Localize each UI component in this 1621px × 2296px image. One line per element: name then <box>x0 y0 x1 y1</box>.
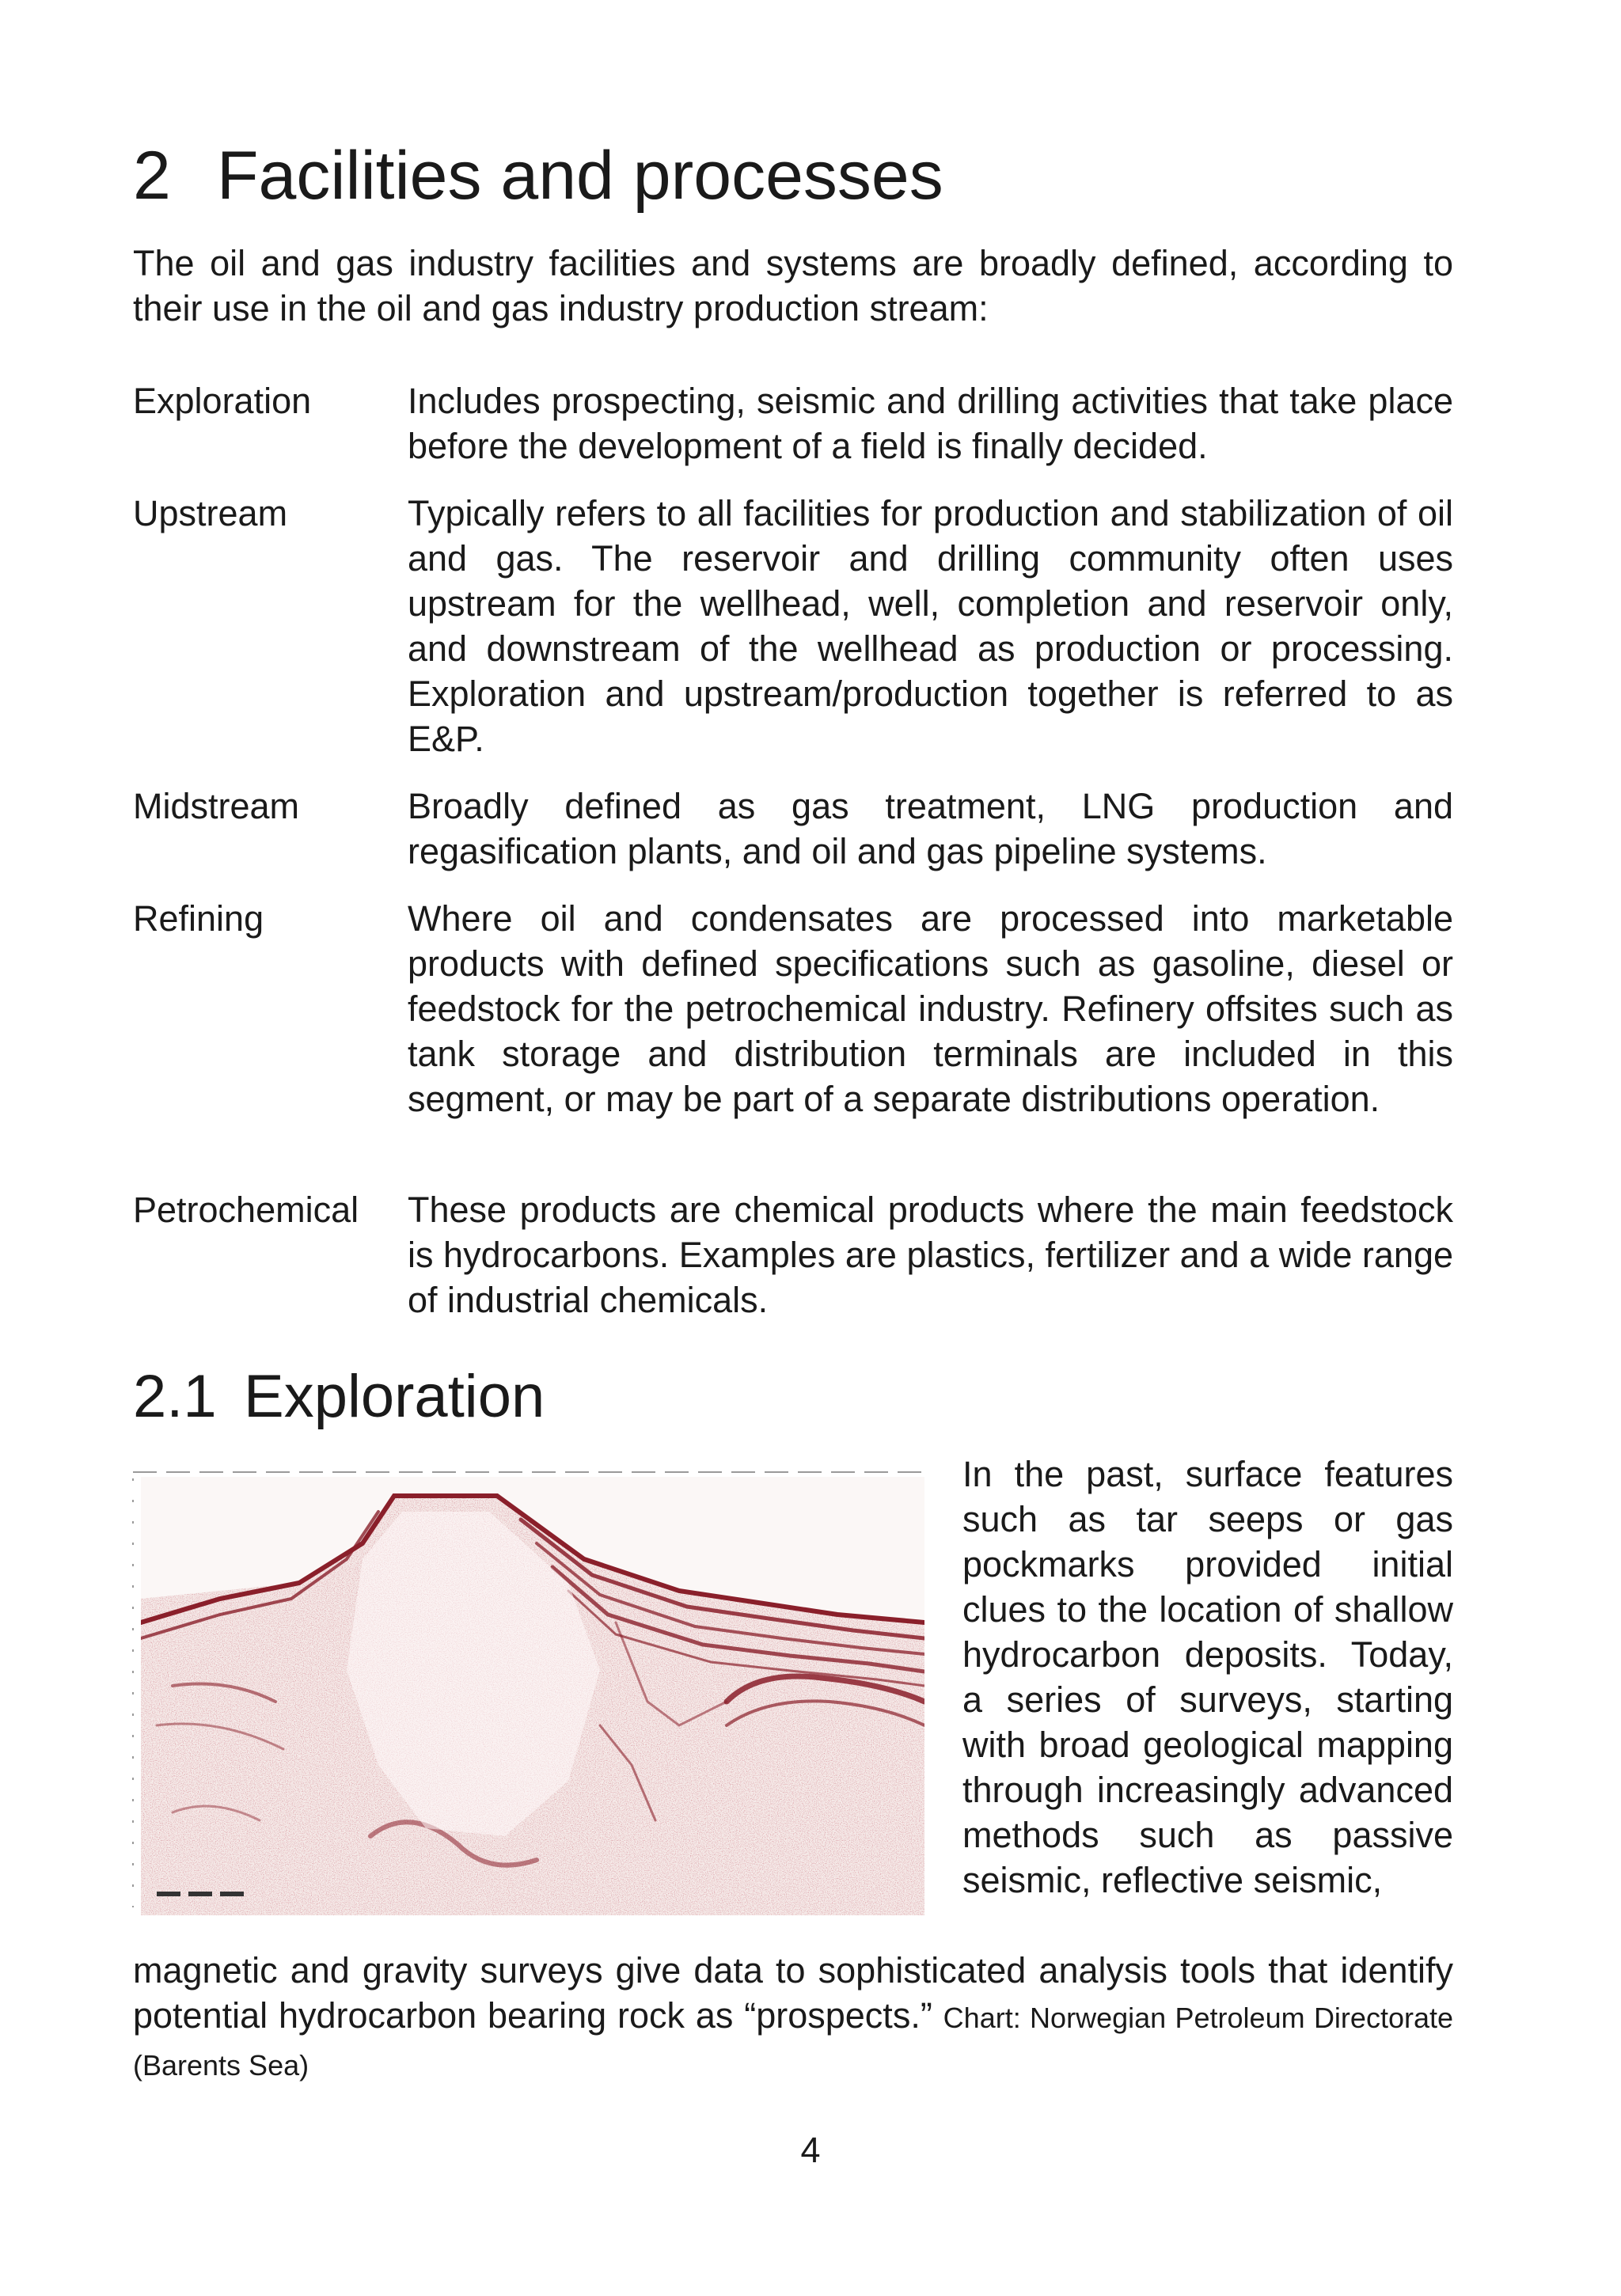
chapter-number: 2 <box>133 138 171 214</box>
definition-text-petrochemical: These products are chemical products where the main feedstock is hydrocarbons. Examples are plastics, fertilizer and a wide range of industrial chemicals. <box>408 1190 1453 1320</box>
exploration-continued-text: magnetic and gravity surveys give data to sophisticated analysis tools that identify potential hydrocarbon bearing rock as “prospects.” <box>133 1950 1453 2036</box>
definition-text-midstream: Broadly defined as gas treatment, LNG production and regasification plants, and oil and gas pipeline systems. <box>408 786 1453 871</box>
chapter-title: Facilities and processes <box>217 138 943 214</box>
definition-text-upstream: Typically refers to all facilities for production and stabilization of oil and gas. The reservoir and drilling community often uses upstream for the wellhead, well, completion and reservoir only, and downstream of the wellhead as production or processing. Exploration and upstream/production together is referred to as E&P. <box>408 493 1453 759</box>
scale-bar-icon <box>157 1892 244 1896</box>
intro-paragraph: The oil and gas industry facilities and systems are broadly defined, according to their use in the oil and gas industry production stream: <box>133 243 1453 328</box>
definition-term-upstream: Upstream <box>133 493 288 533</box>
seismic-section-image <box>125 1464 931 1918</box>
definition-term-petrochemical: Petrochemical <box>133 1190 359 1230</box>
definition-term-midstream: Midstream <box>133 786 300 826</box>
definition-term-exploration: Exploration <box>133 381 312 421</box>
page-number: 4 <box>800 2130 821 2170</box>
section-number: 2.1 <box>133 1363 217 1430</box>
figure-caption: Chart: Norwegian Petroleum Directorate (Barents Sea) <box>133 2002 1454 2082</box>
definition-text-exploration: Includes prospecting, seismic and drilling activities that take place before the development of a field is finally decided. <box>408 381 1453 466</box>
section-heading <box>133 1361 545 1433</box>
exploration-side-paragraph: In the past, surface features such as tar seeps or gas pockmarks provided initial clues to the location of shallow hydrocarbon deposits. Today, a series of surveys, starting with broad geological mapping through increasingly advanced methods such as passive seismic, reflective seismic, <box>962 1454 1453 1900</box>
chapter-heading <box>133 136 943 215</box>
definition-text-refining: Where oil and condensates are processed into marketable products with defined specifications such as gasoline, diesel or feedstock for the petrochemical industry. Refinery offsites such as tank storage and distribution terminals are included in this segment, or may be part of a separate distributions operation. <box>408 898 1453 1119</box>
exploration-continued-paragraph <box>133 1948 1453 2088</box>
section-title: Exploration <box>244 1363 545 1430</box>
definition-term-refining: Refining <box>133 898 264 939</box>
